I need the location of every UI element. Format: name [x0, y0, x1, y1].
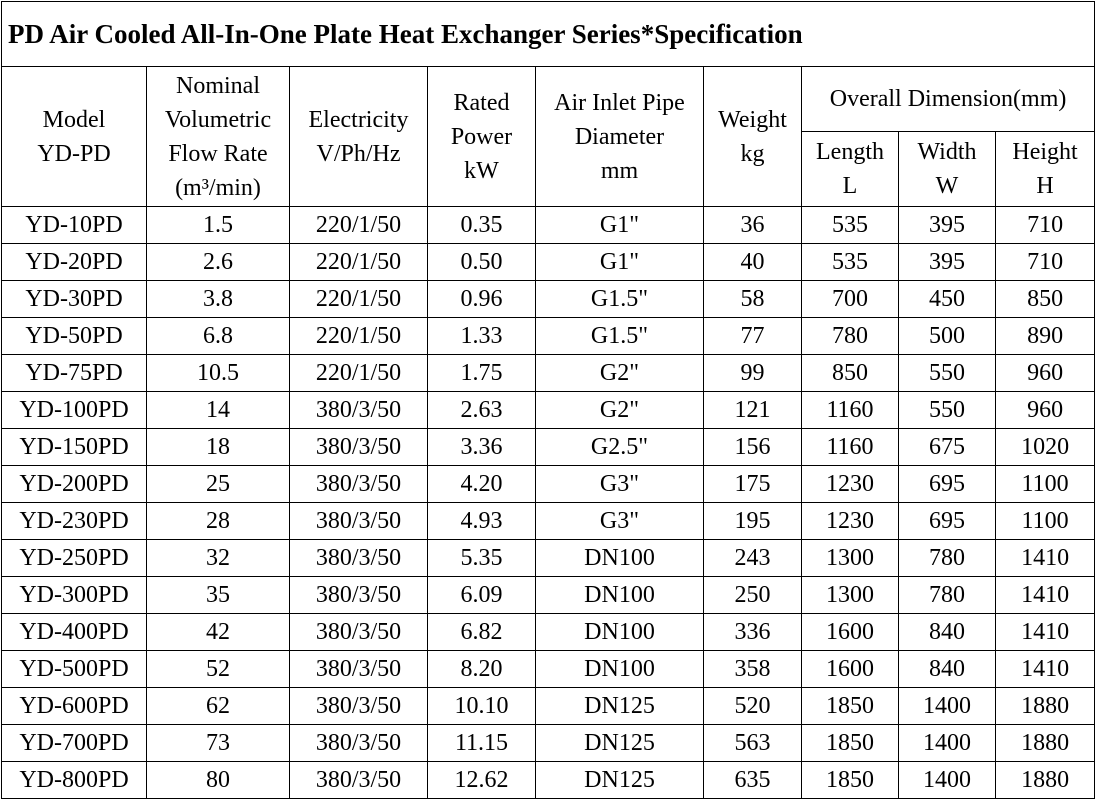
cell-width: 840 [899, 614, 996, 651]
cell-weight: 563 [704, 725, 802, 762]
header-pipe-diameter: Air Inlet Pipe Diameter mm [536, 67, 704, 207]
cell-weight: 175 [704, 466, 802, 503]
cell-width: 1400 [899, 725, 996, 762]
table-row [2, 318, 1095, 355]
cell-rated-power: 1.33 [428, 318, 536, 355]
cell-rated-power: 0.35 [428, 207, 536, 244]
cell-model: YD-500PD [2, 651, 147, 688]
cell-flow-rate: 80 [147, 762, 290, 799]
cell-flow-rate: 6.8 [147, 318, 290, 355]
cell-weight: 58 [704, 281, 802, 318]
cell-height: 1880 [996, 725, 1095, 762]
cell-height: 1410 [996, 651, 1095, 688]
header-width: Width W [899, 132, 996, 207]
cell-weight: 243 [704, 540, 802, 577]
cell-pipe-diameter: G1" [536, 207, 704, 244]
cell-weight: 77 [704, 318, 802, 355]
cell-rated-power: 4.93 [428, 503, 536, 540]
table-row [2, 355, 1095, 392]
cell-model: YD-250PD [2, 540, 147, 577]
table-row [2, 688, 1095, 725]
cell-pipe-diameter: G1.5" [536, 281, 704, 318]
cell-height: 1020 [996, 429, 1095, 466]
table-row [2, 503, 1095, 540]
cell-height: 1100 [996, 503, 1095, 540]
cell-model: YD-600PD [2, 688, 147, 725]
cell-flow-rate: 32 [147, 540, 290, 577]
table-row [2, 429, 1095, 466]
cell-rated-power: 11.15 [428, 725, 536, 762]
cell-width: 695 [899, 466, 996, 503]
table-row [2, 466, 1095, 503]
cell-width: 395 [899, 207, 996, 244]
specification-table [1, 1, 1095, 799]
cell-flow-rate: 62 [147, 688, 290, 725]
header-weight: Weight kg [704, 67, 802, 207]
header-electricity: Electricity V/Ph/Hz [290, 67, 428, 207]
cell-electricity: 380/3/50 [290, 429, 428, 466]
cell-weight: 121 [704, 392, 802, 429]
cell-pipe-diameter: DN100 [536, 540, 704, 577]
cell-pipe-diameter: G2" [536, 392, 704, 429]
cell-length: 1300 [802, 540, 899, 577]
cell-flow-rate: 42 [147, 614, 290, 651]
cell-weight: 250 [704, 577, 802, 614]
cell-model: YD-30PD [2, 281, 147, 318]
cell-electricity: 380/3/50 [290, 651, 428, 688]
table-row [2, 614, 1095, 651]
cell-height: 850 [996, 281, 1095, 318]
cell-weight: 36 [704, 207, 802, 244]
cell-width: 695 [899, 503, 996, 540]
cell-electricity: 380/3/50 [290, 503, 428, 540]
table-row [2, 540, 1095, 577]
cell-rated-power: 10.10 [428, 688, 536, 725]
cell-height: 960 [996, 355, 1095, 392]
cell-length: 1230 [802, 466, 899, 503]
cell-height: 1880 [996, 688, 1095, 725]
header-model: Model YD-PD [2, 67, 147, 207]
cell-model: YD-10PD [2, 207, 147, 244]
cell-width: 840 [899, 651, 996, 688]
cell-rated-power: 0.50 [428, 244, 536, 281]
table-title: PD Air Cooled All-In-One Plate Heat Exchanger Series*Specification [2, 2, 1095, 67]
cell-height: 1880 [996, 762, 1095, 799]
cell-pipe-diameter: DN100 [536, 651, 704, 688]
table-row [2, 281, 1095, 318]
cell-length: 700 [802, 281, 899, 318]
cell-pipe-diameter: G3" [536, 466, 704, 503]
cell-electricity: 380/3/50 [290, 392, 428, 429]
cell-flow-rate: 10.5 [147, 355, 290, 392]
cell-electricity: 380/3/50 [290, 762, 428, 799]
cell-length: 1850 [802, 688, 899, 725]
cell-width: 1400 [899, 688, 996, 725]
cell-width: 780 [899, 577, 996, 614]
cell-weight: 520 [704, 688, 802, 725]
header-flow-rate: Nominal Volumetric Flow Rate (m³/min) [147, 67, 290, 207]
cell-model: YD-75PD [2, 355, 147, 392]
cell-weight: 99 [704, 355, 802, 392]
cell-height: 1410 [996, 614, 1095, 651]
cell-length: 850 [802, 355, 899, 392]
cell-electricity: 220/1/50 [290, 281, 428, 318]
cell-pipe-diameter: G1.5" [536, 318, 704, 355]
cell-length: 1600 [802, 651, 899, 688]
header-height: Height H [996, 132, 1095, 207]
cell-rated-power: 2.63 [428, 392, 536, 429]
cell-flow-rate: 25 [147, 466, 290, 503]
cell-length: 1600 [802, 614, 899, 651]
cell-length: 1850 [802, 725, 899, 762]
cell-model: YD-400PD [2, 614, 147, 651]
cell-model: YD-800PD [2, 762, 147, 799]
cell-weight: 195 [704, 503, 802, 540]
cell-electricity: 220/1/50 [290, 318, 428, 355]
cell-electricity: 380/3/50 [290, 577, 428, 614]
cell-flow-rate: 73 [147, 725, 290, 762]
cell-width: 1400 [899, 762, 996, 799]
cell-weight: 156 [704, 429, 802, 466]
cell-electricity: 220/1/50 [290, 207, 428, 244]
cell-electricity: 380/3/50 [290, 540, 428, 577]
cell-pipe-diameter: DN125 [536, 688, 704, 725]
cell-length: 1850 [802, 762, 899, 799]
cell-electricity: 380/3/50 [290, 466, 428, 503]
cell-width: 675 [899, 429, 996, 466]
cell-model: YD-230PD [2, 503, 147, 540]
cell-height: 890 [996, 318, 1095, 355]
cell-rated-power: 1.75 [428, 355, 536, 392]
table-row [2, 762, 1095, 799]
table-row [2, 244, 1095, 281]
header-length: Length L [802, 132, 899, 207]
cell-flow-rate: 18 [147, 429, 290, 466]
cell-weight: 635 [704, 762, 802, 799]
cell-model: YD-20PD [2, 244, 147, 281]
cell-height: 1410 [996, 540, 1095, 577]
header-rated-power: Rated Power kW [428, 67, 536, 207]
cell-height: 1410 [996, 577, 1095, 614]
cell-flow-rate: 28 [147, 503, 290, 540]
table-body [2, 207, 1095, 799]
table-row [2, 392, 1095, 429]
cell-model: YD-200PD [2, 466, 147, 503]
cell-length: 1300 [802, 577, 899, 614]
cell-length: 1230 [802, 503, 899, 540]
cell-electricity: 220/1/50 [290, 355, 428, 392]
cell-rated-power: 8.20 [428, 651, 536, 688]
cell-pipe-diameter: G2" [536, 355, 704, 392]
cell-model: YD-700PD [2, 725, 147, 762]
cell-rated-power: 6.82 [428, 614, 536, 651]
cell-electricity: 220/1/50 [290, 244, 428, 281]
cell-flow-rate: 2.6 [147, 244, 290, 281]
table-row [2, 577, 1095, 614]
cell-width: 500 [899, 318, 996, 355]
cell-flow-rate: 52 [147, 651, 290, 688]
table-row [2, 651, 1095, 688]
cell-weight: 358 [704, 651, 802, 688]
cell-model: YD-100PD [2, 392, 147, 429]
cell-rated-power: 6.09 [428, 577, 536, 614]
cell-height: 710 [996, 207, 1095, 244]
cell-model: YD-300PD [2, 577, 147, 614]
cell-height: 960 [996, 392, 1095, 429]
cell-pipe-diameter: G3" [536, 503, 704, 540]
cell-weight: 336 [704, 614, 802, 651]
cell-length: 1160 [802, 392, 899, 429]
table-row [2, 207, 1095, 244]
cell-width: 780 [899, 540, 996, 577]
header-overall-dimension: Overall Dimension(mm) [802, 67, 1095, 132]
cell-flow-rate: 35 [147, 577, 290, 614]
cell-pipe-diameter: DN125 [536, 762, 704, 799]
cell-electricity: 380/3/50 [290, 614, 428, 651]
cell-flow-rate: 14 [147, 392, 290, 429]
cell-electricity: 380/3/50 [290, 725, 428, 762]
cell-weight: 40 [704, 244, 802, 281]
cell-electricity: 380/3/50 [290, 688, 428, 725]
cell-length: 1160 [802, 429, 899, 466]
cell-width: 550 [899, 392, 996, 429]
cell-pipe-diameter: G2.5" [536, 429, 704, 466]
cell-height: 710 [996, 244, 1095, 281]
cell-pipe-diameter: DN100 [536, 614, 704, 651]
cell-height: 1100 [996, 466, 1095, 503]
cell-rated-power: 0.96 [428, 281, 536, 318]
cell-length: 535 [802, 207, 899, 244]
cell-width: 550 [899, 355, 996, 392]
cell-rated-power: 5.35 [428, 540, 536, 577]
cell-rated-power: 3.36 [428, 429, 536, 466]
cell-flow-rate: 3.8 [147, 281, 290, 318]
cell-pipe-diameter: DN100 [536, 577, 704, 614]
cell-length: 780 [802, 318, 899, 355]
cell-model: YD-150PD [2, 429, 147, 466]
cell-model: YD-50PD [2, 318, 147, 355]
cell-pipe-diameter: G1" [536, 244, 704, 281]
cell-length: 535 [802, 244, 899, 281]
cell-flow-rate: 1.5 [147, 207, 290, 244]
cell-width: 450 [899, 281, 996, 318]
cell-rated-power: 12.62 [428, 762, 536, 799]
cell-rated-power: 4.20 [428, 466, 536, 503]
table-row [2, 725, 1095, 762]
cell-width: 395 [899, 244, 996, 281]
cell-pipe-diameter: DN125 [536, 725, 704, 762]
